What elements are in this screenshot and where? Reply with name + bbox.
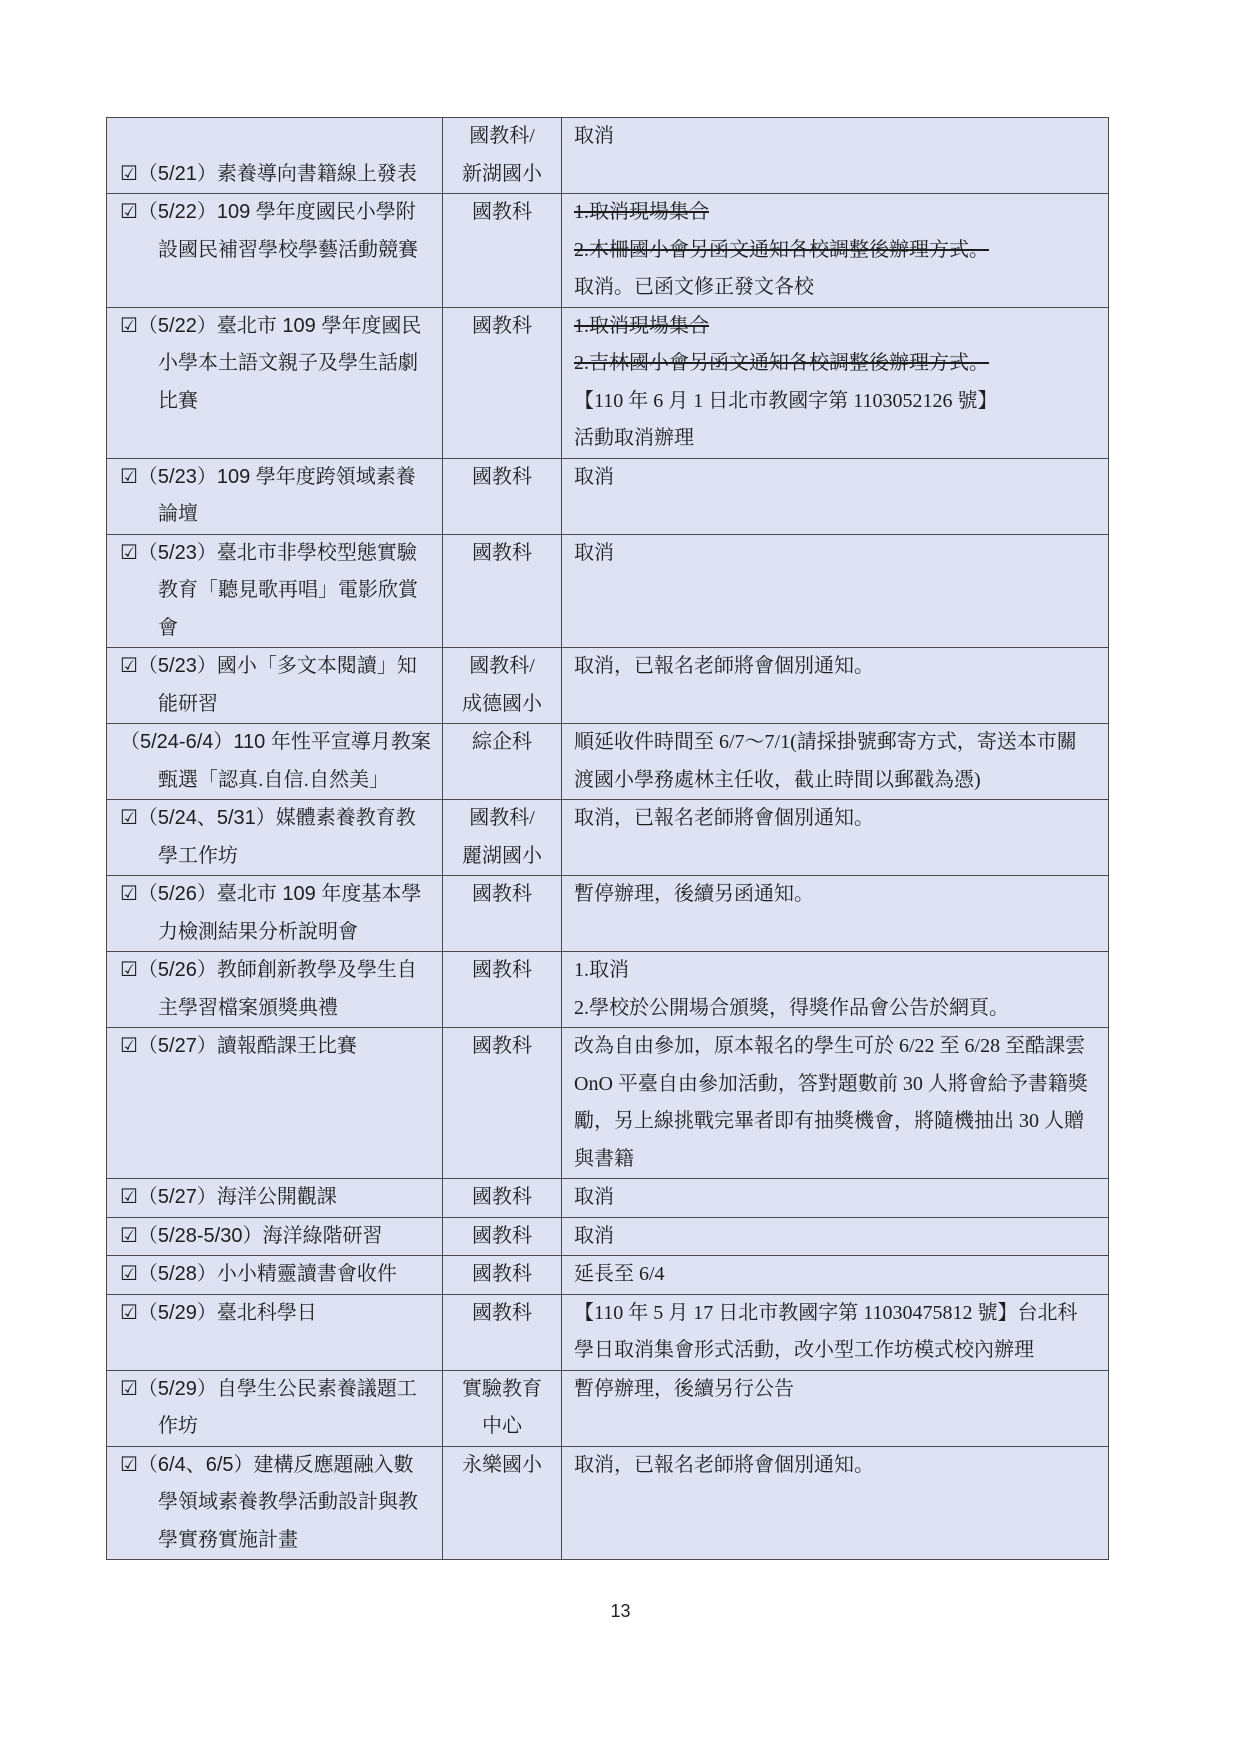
activity-line: ☑（5/29）自學生公民素養議題工 <box>120 1377 417 1400</box>
status-cell <box>562 876 1109 952</box>
unit-line: 國教科 <box>472 465 532 488</box>
unit-line: 中心 <box>482 1415 522 1437</box>
table-row <box>107 1217 1109 1256</box>
unit-cell <box>443 1256 562 1295</box>
status-line: 活動取消辦理 <box>574 427 694 449</box>
activity-cell <box>107 724 443 800</box>
table-row <box>107 307 1109 458</box>
activity-cell <box>107 648 443 724</box>
status-line: 學日取消集會形式活動，改小型工作坊模式校內辦理 <box>574 1339 1034 1361</box>
table-row <box>107 1294 1109 1370</box>
unit-line: 國教科 <box>472 541 532 564</box>
unit-cell <box>443 307 562 458</box>
status-cell <box>562 458 1109 534</box>
activity-line: 力檢測結果分析說明會 <box>158 920 358 943</box>
status-cell <box>562 724 1109 800</box>
activity-line: ☑（5/27）海洋公開觀課 <box>120 1186 337 1208</box>
activity-line: ☑（6/4、6/5）建構反應題融入數 <box>120 1453 414 1476</box>
activity-line: ☑（5/29）臺北科學日 <box>120 1301 317 1324</box>
activity-line: 能研習 <box>158 692 218 715</box>
unit-cell <box>443 118 562 194</box>
status-line: OnO 平臺自由參加活動，答對題數前 30 人將會給予書籍獎 <box>574 1072 1088 1095</box>
activity-status-table <box>106 117 1109 1560</box>
unit-cell <box>443 1370 562 1446</box>
unit-cell <box>443 724 562 800</box>
unit-line: 實驗教育 <box>462 1377 542 1400</box>
table-row <box>107 194 1109 308</box>
status-line: 取消。已函文修正發文各校 <box>574 276 814 298</box>
activity-cell <box>107 1028 443 1179</box>
unit-line: 永樂國小 <box>462 1453 542 1476</box>
table-row <box>107 724 1109 800</box>
unit-cell <box>443 648 562 724</box>
unit-line: 綜企科 <box>472 731 532 753</box>
activity-line: （5/24-6/4）110 年性平宣導月教案 <box>120 731 431 753</box>
activity-line: 主學習檔案頒獎典禮 <box>158 996 338 1019</box>
status-cell <box>562 1028 1109 1179</box>
status-cell <box>562 800 1109 876</box>
status-line: 改為自由參加，原本報名的學生可於 6/22 至 6/28 至酷課雲 <box>574 1035 1086 1057</box>
status-line: 【110 年 6 月 1 日北市教國字第 1103052126 號】 <box>574 389 998 412</box>
status-line: 取消 <box>574 125 614 147</box>
status-cell <box>562 1446 1109 1560</box>
unit-line: 國教科 <box>472 314 532 337</box>
unit-line: 新湖國小 <box>462 162 542 185</box>
activity-line: 設國民補習學校學藝活動競賽 <box>158 238 418 261</box>
table-row <box>107 1028 1109 1179</box>
activity-cell <box>107 800 443 876</box>
unit-cell <box>443 800 562 876</box>
status-line: 與書籍 <box>574 1147 634 1170</box>
status-cell <box>562 118 1109 194</box>
unit-cell <box>443 952 562 1028</box>
activity-cell <box>107 458 443 534</box>
unit-line: 國教科/ <box>469 655 535 677</box>
status-line: 勵，另上線挑戰完畢者即有抽獎機會，將隨機抽出 30 人贈 <box>574 1110 1084 1132</box>
status-cell <box>562 648 1109 724</box>
status-line: 2.吉林國小會另函文通知各校調整後辦理方式。 <box>574 352 989 374</box>
activity-line: ☑（5/24、5/31）媒體素養教育教 <box>120 807 416 829</box>
unit-line: 成德國小 <box>462 692 542 715</box>
activity-cell <box>107 307 443 458</box>
status-line: 2.木柵國小會另函文通知各校調整後辦理方式。 <box>574 238 989 261</box>
activity-line: 學工作坊 <box>158 844 238 867</box>
activity-cell <box>107 1294 443 1370</box>
activity-line: ☑（5/22）109 學年度國民小學附 <box>120 201 416 223</box>
table-row <box>107 118 1109 194</box>
activity-line: 小學本土語文親子及學生話劇 <box>158 352 418 374</box>
unit-line: 國教科 <box>472 1224 532 1247</box>
activity-cell <box>107 118 443 194</box>
page-number: 13 <box>610 1601 631 1621</box>
table-body <box>107 118 1109 1560</box>
activity-line: ☑（5/23）109 學年度跨領域素養 <box>120 465 416 488</box>
status-line: 延長至 6/4 <box>574 1263 665 1285</box>
unit-line: 國教科 <box>472 1301 532 1324</box>
activity-line: 甄選「認真.自信.自然美」 <box>158 768 390 791</box>
unit-cell <box>443 194 562 308</box>
table-row <box>107 458 1109 534</box>
table-row <box>107 800 1109 876</box>
status-cell <box>562 1179 1109 1218</box>
status-line: 暫停辦理，後續另行公告 <box>574 1377 794 1400</box>
status-line: 渡國小學務處林主任收，截止時間以郵戳為憑) <box>574 768 981 791</box>
unit-cell <box>443 458 562 534</box>
activity-line: 學領域素養教學活動設計與教 <box>158 1491 418 1513</box>
table-row <box>107 1179 1109 1218</box>
table-row <box>107 648 1109 724</box>
status-cell <box>562 1370 1109 1446</box>
status-line: 取消 <box>574 1186 614 1208</box>
activity-cell <box>107 1256 443 1295</box>
status-line: 1.取消現場集合 <box>574 201 709 223</box>
table-row <box>107 1256 1109 1295</box>
activity-line: 教育「聽見歌再唱」電影欣賞 <box>158 579 418 601</box>
activity-line: ☑（5/21）素養導向書籍線上發表 <box>120 162 417 185</box>
unit-line: 國教科 <box>472 1186 532 1208</box>
activity-line: 論壇 <box>158 503 198 525</box>
table-row <box>107 952 1109 1028</box>
status-cell <box>562 307 1109 458</box>
activity-line: 會 <box>158 616 178 639</box>
table-row <box>107 1370 1109 1446</box>
status-cell <box>562 952 1109 1028</box>
table-row <box>107 534 1109 648</box>
unit-cell <box>443 534 562 648</box>
unit-cell <box>443 876 562 952</box>
activity-line: ☑（5/23）國小「多文本閱讀」知 <box>120 655 417 677</box>
activity-line: 學實務實施計畫 <box>158 1528 298 1551</box>
activity-line: ☑（5/22）臺北市 109 學年度國民 <box>120 314 422 337</box>
activity-cell <box>107 534 443 648</box>
activity-line: ☑（5/27）讀報酷課王比賽 <box>120 1035 357 1057</box>
status-line: 取消 <box>574 465 614 488</box>
status-line: 1.取消現場集合 <box>574 314 709 337</box>
status-line: 2.學校於公開場合頒獎，得獎作品會公告於網頁。 <box>574 996 1009 1019</box>
unit-line: 國教科/ <box>469 807 535 829</box>
status-line: 取消 <box>574 1224 614 1247</box>
activity-line: ☑（5/26）教師創新教學及學生自 <box>120 959 417 981</box>
status-line: 順延收件時間至 6/7～7/1(請採掛號郵寄方式，寄送本市關 <box>574 731 1077 753</box>
activity-line: ☑（5/28-5/30）海洋綠階研習 <box>120 1224 383 1247</box>
unit-line: 國教科/ <box>469 125 535 147</box>
activity-line: 作坊 <box>158 1415 198 1437</box>
activity-line: ☑（5/23）臺北市非學校型態實驗 <box>120 541 417 564</box>
activity-line: 比賽 <box>158 389 198 412</box>
activity-cell <box>107 952 443 1028</box>
activity-cell <box>107 876 443 952</box>
status-cell <box>562 1217 1109 1256</box>
table-row <box>107 1446 1109 1560</box>
unit-cell <box>443 1217 562 1256</box>
status-line: 【110 年 5 月 17 日北市教國字第 11030475812 號】台北科 <box>574 1301 1078 1324</box>
unit-line: 國教科 <box>472 201 532 223</box>
status-line: 暫停辦理，後續另函通知。 <box>574 883 814 905</box>
unit-line: 麗湖國小 <box>462 844 542 867</box>
unit-line: 國教科 <box>472 1263 532 1285</box>
activity-cell <box>107 1370 443 1446</box>
status-cell <box>562 1294 1109 1370</box>
unit-cell <box>443 1446 562 1560</box>
activity-line: ☑（5/26）臺北市 109 年度基本學 <box>120 883 422 905</box>
status-cell <box>562 534 1109 648</box>
activity-cell <box>107 1446 443 1560</box>
status-line: 取消，已報名老師將會個別通知。 <box>574 1453 874 1476</box>
unit-line: 國教科 <box>472 959 532 981</box>
status-cell <box>562 1256 1109 1295</box>
activity-cell <box>107 1217 443 1256</box>
table-row <box>107 876 1109 952</box>
unit-cell <box>443 1028 562 1179</box>
unit-cell <box>443 1294 562 1370</box>
activity-cell <box>107 1179 443 1218</box>
status-cell <box>562 194 1109 308</box>
activity-line: ☑（5/28）小小精靈讀書會收件 <box>120 1263 397 1285</box>
status-line: 取消，已報名老師將會個別通知。 <box>574 655 874 677</box>
status-line: 取消，已報名老師將會個別通知。 <box>574 807 874 829</box>
activity-cell <box>107 194 443 308</box>
unit-cell <box>443 1179 562 1218</box>
unit-line: 國教科 <box>472 1035 532 1057</box>
unit-line: 國教科 <box>472 883 532 905</box>
status-line: 1.取消 <box>574 959 629 981</box>
status-line: 取消 <box>574 541 614 564</box>
